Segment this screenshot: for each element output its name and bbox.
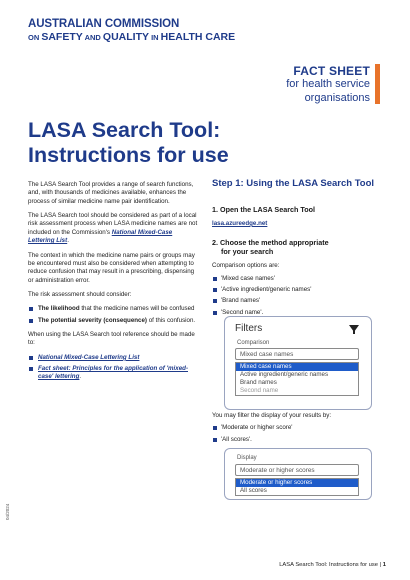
fact-sheet-title: FACT SHEET bbox=[293, 64, 370, 78]
display-panel-screenshot bbox=[224, 448, 372, 500]
step-heading: Step 1: Using the LASA Search Tool bbox=[212, 178, 375, 189]
list-item bbox=[28, 354, 198, 362]
footer-title: LASA Search Tool: Instructions for use bbox=[279, 562, 379, 568]
list-item: 'Second name'. bbox=[212, 309, 387, 317]
logo-line-2: ON SAFETY AND QUALITY IN HEALTH CARE bbox=[28, 31, 236, 44]
fact-sheet-subtitle-1: for health service bbox=[286, 78, 370, 91]
list-item: 'Moderate or higher score' bbox=[212, 424, 387, 432]
intro-paragraph: The LASA Search Tool provides a range of search functions, and, with thousands of medicines available, enhances the process of similar medicine name pair identification. bbox=[28, 181, 194, 205]
display-select[interactable]: Moderate or higher scores bbox=[235, 464, 359, 476]
page-title-line-1: LASA Search Tool: bbox=[28, 118, 221, 142]
list-item: Fact sheet: Principles for the application of 'mixed-case' lettering. bbox=[28, 365, 198, 382]
reference-link-fact-sheet[interactable]: Fact sheet: Principles for the application of 'mixed-case' lettering bbox=[38, 365, 188, 381]
dropdown-option[interactable]: Second name bbox=[240, 387, 279, 395]
display-intro: You may filter the display of your results by: bbox=[212, 412, 332, 419]
dropdown-option[interactable]: Moderate or higher scores bbox=[236, 479, 358, 487]
intro-column bbox=[28, 181, 198, 388]
consider-intro: The risk assessment should consider: bbox=[28, 290, 132, 298]
list-item: 'Mixed case names' bbox=[212, 275, 387, 283]
step-column bbox=[212, 178, 387, 320]
comparison-options-list bbox=[212, 275, 387, 317]
page-footer: LASA Search Tool: Instructions for use | 1 bbox=[279, 562, 386, 568]
risk-paragraph: The LASA Search tool should be considered as part of a local risk assessment process when LASA medicine names are not included on the Commission's National Mixed-Case Lettering List. bbox=[28, 212, 198, 245]
reference-list bbox=[28, 354, 198, 382]
fact-sheet-subtitle-2: organisations bbox=[304, 91, 370, 104]
list-item: The likelihood that the medicine names will be confused bbox=[28, 305, 198, 313]
logo-line-1: AUSTRALIAN COMMISSION bbox=[28, 18, 180, 30]
list-item: 'Active ingredient/generic names' bbox=[212, 286, 387, 294]
consider-list bbox=[28, 305, 198, 325]
filters-panel-screenshot bbox=[224, 316, 372, 410]
display-dropdown bbox=[235, 478, 359, 496]
lasa-url-link[interactable]: lasa.azureedge.net bbox=[212, 219, 268, 227]
options-intro: Comparison options are: bbox=[212, 262, 280, 270]
step-2-heading: 2. Choose the method appropriate for your search bbox=[212, 238, 329, 257]
comparison-select[interactable]: Mixed case names bbox=[235, 348, 359, 360]
list-item: 'Brand names' bbox=[212, 297, 387, 305]
mixed-case-list-link[interactable]: National Mixed-Case Lettering List bbox=[28, 228, 173, 245]
filters-title: Filters bbox=[235, 323, 263, 334]
page-title-line-2: Instructions for use bbox=[28, 142, 229, 167]
filter-funnel-icon[interactable] bbox=[349, 325, 359, 332]
context-paragraph: The context in which the medicine name pairs or groups may be encountered must also be considered when attempting to reduce confusion that may result in a prescribing, dispensing or administration error. bbox=[28, 251, 195, 284]
dropdown-option[interactable]: Mixed case names bbox=[236, 363, 358, 371]
dropdown-option[interactable]: Active ingredient/generic names bbox=[240, 371, 329, 379]
step-1-heading: 1. Open the LASA Search Tool bbox=[212, 204, 316, 214]
document-code: 04/2024 bbox=[5, 503, 10, 520]
comparison-label: Comparison bbox=[237, 340, 270, 346]
reference-link-mixed-case-list[interactable]: National Mixed-Case Lettering List bbox=[38, 353, 140, 361]
list-item: 'All scores'. bbox=[212, 436, 387, 444]
display-filter-section bbox=[212, 412, 387, 447]
commission-logo bbox=[28, 18, 235, 43]
display-options-list bbox=[212, 424, 387, 444]
reference-intro: When using the LASA Search tool reference should be made to: bbox=[28, 331, 195, 347]
page-number: 1 bbox=[382, 562, 386, 568]
list-item: The potential severity (consequence) of this confusion. bbox=[28, 317, 198, 325]
accent-bar bbox=[375, 64, 380, 104]
display-label: Display bbox=[237, 455, 257, 461]
fact-sheet-label bbox=[286, 64, 370, 105]
dropdown-option[interactable]: Brand names bbox=[240, 379, 277, 387]
page-title bbox=[28, 118, 229, 167]
comparison-dropdown bbox=[235, 362, 359, 396]
dropdown-option[interactable]: All scores bbox=[240, 487, 267, 495]
